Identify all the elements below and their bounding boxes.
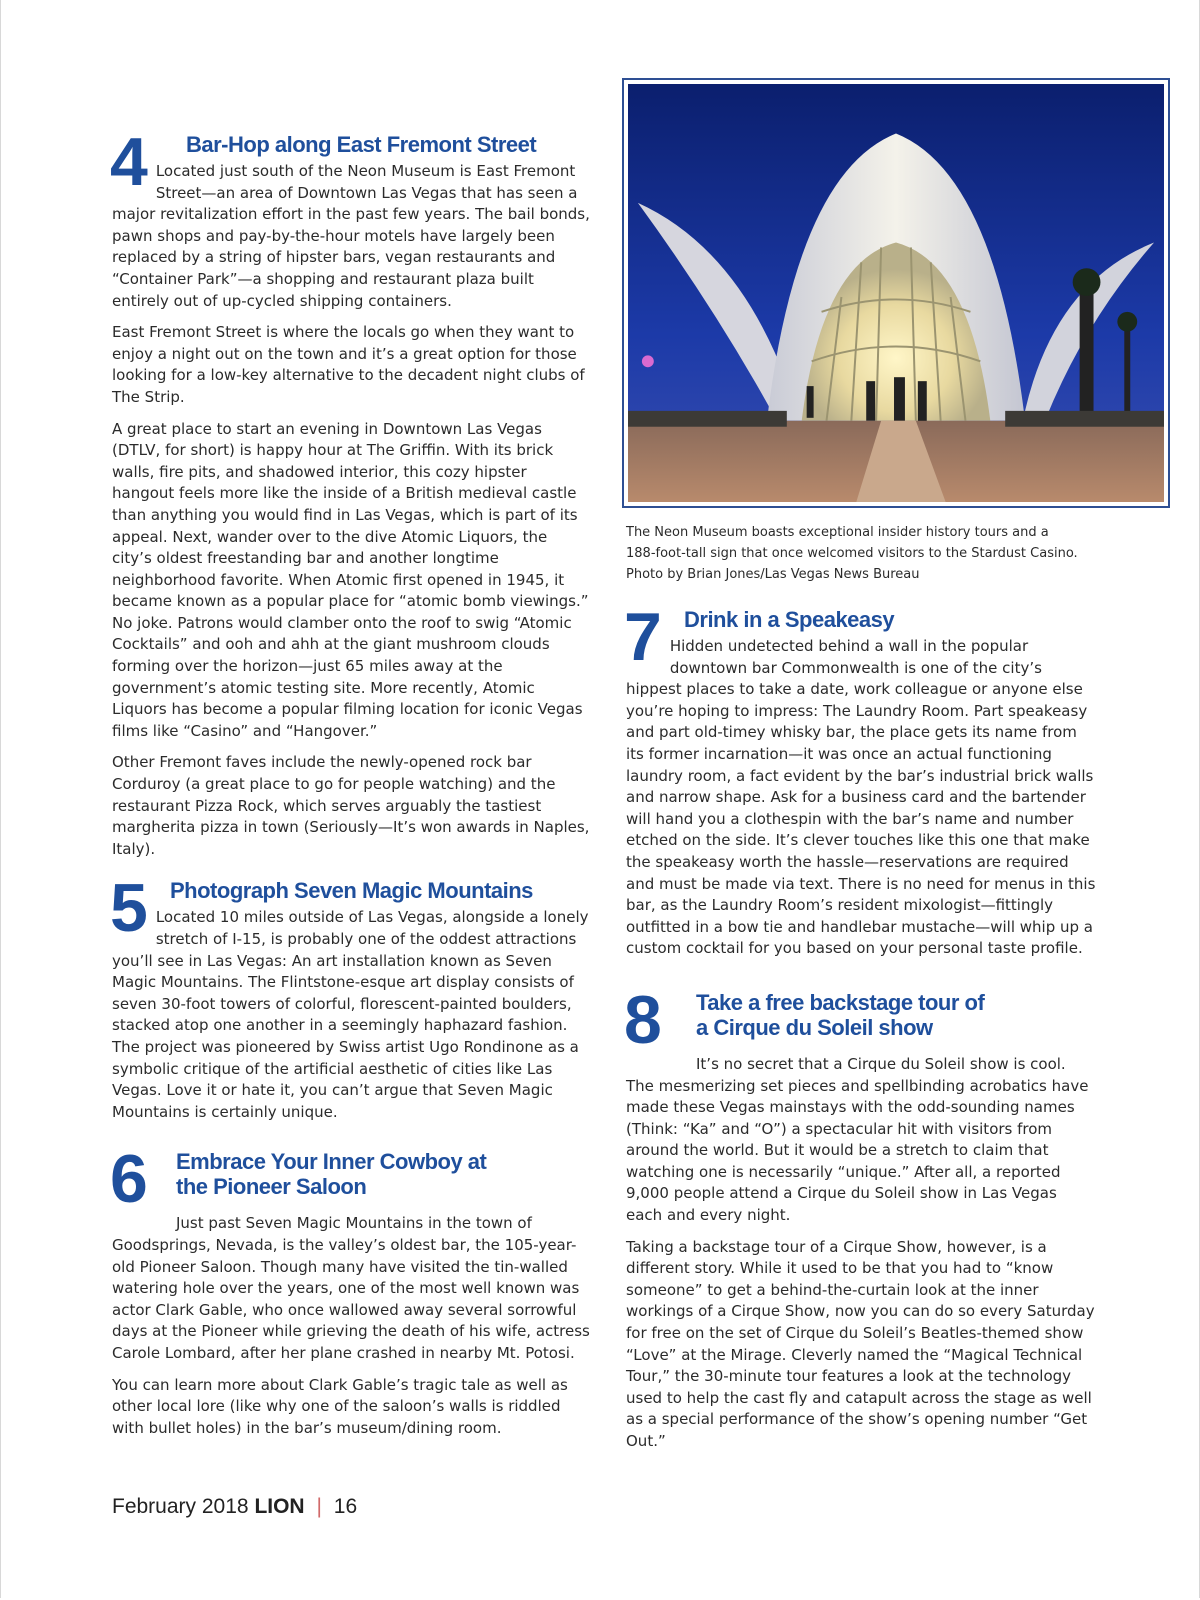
- section-number: 5: [110, 870, 146, 947]
- section-heading: Photograph Seven Magic Mountains: [170, 878, 533, 904]
- section-number: 6: [110, 1141, 146, 1218]
- paragraph: Taking a backstage tour of a Cirque Show, however, is a different story. While it used to be that you had to “know someone” to get a behind-the-curtain look at the inner workings of a Cirque Show, now you can do so every Saturday for free on the set of Cirque du Soleil’s Beatles-themed show “Love” at the Mirage. Cleverly named the “Magical Technical Tour,” the 30-minute tour features a look at the technology used to help the cast fly and catapult across the stage as well as a special performance of the show’s opening number “Get Out.”: [626, 1237, 1095, 1450]
- section-number: 8: [624, 981, 660, 1058]
- section-heading: Take a free backstage tour of a Cirque du Soleil show: [696, 989, 985, 1040]
- footer-separator: |: [316, 1495, 322, 1518]
- caption-credit: Photo by Brian Jones/Las Vegas News Bureau: [626, 567, 920, 582]
- paragraph: A great place to start an evening in Downtown Las Vegas (DTLV, for short) is happy hour at The Griffin. With its brick walls, fire pits, and shadowed interior, this cozy hipster hangout feels more like the inside of a British medieval castle than anything you would find in Las Vegas, which is part of its appeal. Next, wander over to the dive Atomic Liquors, the city’s oldest freestanding bar and another longtime neighborhood favorite. When Atomic first opened in 1945, it became known as a popular place for “atomic bomb viewings.” No joke. Patrons would clamber onto the roof to swig “Atomic Cocktails” and ooh and ahh at the giant mushroom clouds forming over the horizon—just 65 miles away at the government’s atomic testing site. More recently, Atomic Liquors has become a popular filming location for iconic Vegas films like “Casino” and “Hangover.”: [112, 419, 589, 740]
- neon-museum-photo: [628, 84, 1164, 502]
- section-number: 4: [110, 124, 146, 200]
- section-heading: Embrace Your Inner Cowboy at the Pioneer Saloon: [176, 1149, 487, 1200]
- paragraph: You can learn more about Clark Gable’s tragic tale as well as other local lore (like why one of the saloon’s walls is riddled with bullet holes) in the bar’s museum/dining room.: [112, 1375, 568, 1437]
- page-number: 16: [333, 1495, 358, 1518]
- neon-museum-photo-frame: [622, 78, 1170, 508]
- section-number: 7: [624, 599, 660, 675]
- section-5: [110, 870, 590, 1133]
- section-6: [110, 1141, 590, 1439]
- footer-brand: LION: [254, 1495, 305, 1518]
- paragraph: East Fremont Street is where the locals go when they want to enjoy a night out on the town and it’s a great option for those looking for a low-key alternative to the decadent night clubs of The Strip.: [112, 323, 585, 406]
- section-heading: Drink in a Speakeasy: [684, 607, 895, 632]
- right-column: [626, 78, 1096, 1463]
- page-footer: [112, 1495, 357, 1519]
- paragraph: Hidden undetected behind a wall in the popular downtown bar Commonwealth is one of the city’s hippest places to take a date, work colleague or anyone else you’re hoping to impress: The Laundry Room. Part speakeasy and part old-timey whisky bar, the place gets its name from its former incarnation—it was once an actual functioning laundry room, a fact evident by the bar’s industrial brick walls and narrow shape. Ask for a business card and the bartender will hand you a clothespin with the bar’s name and number etched on the side. It’s clever touches like this one that make the speakeasy worth the hassle—reservations are required and must be made via text. There is no need for menus in this bar, as the Laundry Room’s resident mixologist—fittingly outfitted in a bow tie and handlebar mustache—will whip up a custom cocktail for you based on your personal taste profile.: [626, 637, 1096, 958]
- paragraph: It’s no secret that a Cirque du Soleil show is cool. The mesmerizing set pieces and spellbinding acrobatics have made these Vegas mainstays with the odd-sounding names (Think: “Ka” and “O”) a spectacular hit with visitors from around the world. But it would be a stretch to claim that watching one is necessarily “unique.” After all, a reported 9,000 people attend a Cirque du Soleil show in Las Vegas each and every night.: [626, 1054, 1089, 1225]
- section-4: [110, 124, 590, 860]
- left-column: [110, 124, 590, 1449]
- section-heading: Bar-Hop along East Fremont Street: [186, 132, 537, 157]
- section-8: [624, 981, 1096, 1453]
- photo-caption: [626, 522, 1096, 585]
- caption-line: 188-foot-tall sign that once welcomed visitors to the Stardust Casino.: [626, 546, 1078, 561]
- section-7: [624, 599, 1096, 970]
- paragraph: Located 10 miles outside of Las Vegas, alongside a lonely stretch of I-15, is probably one of the oddest attractions you’ll see in Las Vegas: An art installation known as Seven Magic Mountains. The Flintstone-esque art display consists of seven 30-foot towers of colorful, florescent-painted boulders, stacked atop one another in a seemingly haphazard fashion. The project was pioneered by Swiss artist Ugo Rondinone as a symbolic critique of the artificial aesthetic of cities like Las Vegas. Love it or hate it, you can’t argue that Seven Magic Mountains is certainly unique.: [112, 908, 589, 1121]
- paragraph: Just past Seven Magic Mountains in the town of Goodsprings, Nevada, is the valley’s oldest bar, the 105-year-old Pioneer Saloon. Though many have visited the tin-walled watering hole over the years, one of the most well known was actor Clark Gable, who once wallowed away several sorrowful days at the Pioneer while grieving the death of his wife, actress Carole Lombard, after her plane crashed in nearby Mt. Potosi.: [112, 1214, 590, 1362]
- paragraph: Located just south of the Neon Museum is East Fremont Street—an area of Downtown Las Vegas that has seen a major revitalization effort in the past few years. The bail bonds, pawn shops and pay-by-the-hour motels have largely been replaced by a string of hipster bars, vegan restaurants and “Container Park”—a shopping and restaurant plaza built entirely out of up-cycled shipping containers.: [112, 162, 590, 310]
- caption-line: The Neon Museum boasts exceptional insider history tours and a: [626, 525, 1049, 540]
- footer-date: February 2018: [112, 1495, 249, 1518]
- paragraph: Other Fremont faves include the newly-opened rock bar Corduroy (a great place to go for people watching) and the restaurant Pizza Rock, which serves arguably the tastiest margherita pizza in town (Seriously—It’s won awards in Naples, Italy).: [112, 753, 590, 858]
